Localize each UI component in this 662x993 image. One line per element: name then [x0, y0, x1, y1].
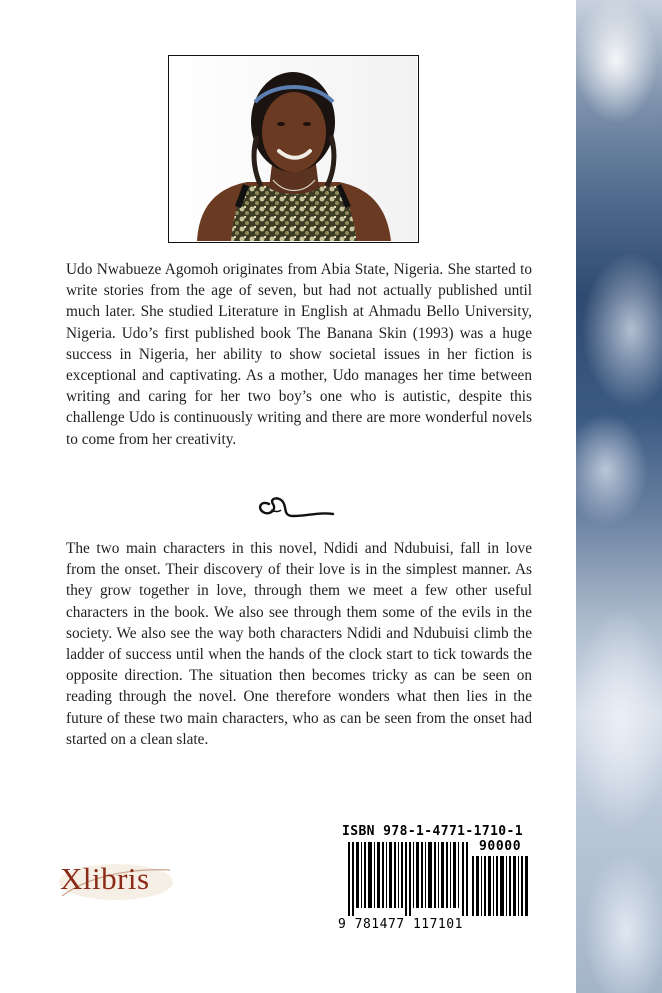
addon-barcode [472, 856, 528, 916]
publisher-logo-text: Xlibris [60, 861, 150, 896]
barcode-addon-digits: 90000 [479, 839, 522, 854]
isbn-label: ISBN 978-1-4771-1710-1 [342, 824, 523, 839]
ornament-divider [253, 490, 337, 522]
author-photo-image [169, 56, 417, 241]
isbn-barcode-block [338, 823, 532, 935]
cover-sky-strip [576, 0, 662, 993]
book-synopsis: The two main characters in this novel, Ndidi and Ndubuisi, fall in love from the onset. Their discovery of their love is in the simplest manner. As they grow together in love, through them we meet a few other useful characters in the book. We also see through them some of the evils in the society. We also see the way both characters Ndidi and Ndubuisi climb the ladder of success until when the hands of the clock start to tick towards the opposite direction. The situation then becomes tricky as can be seen on reading through the novel. One therefore wonders what then lies in the future of these two main characters, who as can be seen from the onset had started on a clean slate. [66, 540, 532, 748]
ean-digits: 9 781477 117101 [338, 917, 463, 932]
author-photo [168, 55, 419, 243]
ean-barcode [348, 842, 468, 916]
author-biography: Udo Nwabueze Agomoh originates from Abia State, Nigeria. She started to write stories from the age of seven, but had not actually published until much later. She studied Literature in English at Ahmadu Bello University, Nigeria. Udo’s first published book The Banana Skin (1993) was a huge success in Nigeria, her ability to show societal issues in her fiction is exceptional and captivating. As a mother, Udo manages her time between writing and caring for her two boy’s one who is autistic, despite this challenge Udo is continuously writing and there are more wonderful novels to come from her creativity. [66, 261, 532, 448]
